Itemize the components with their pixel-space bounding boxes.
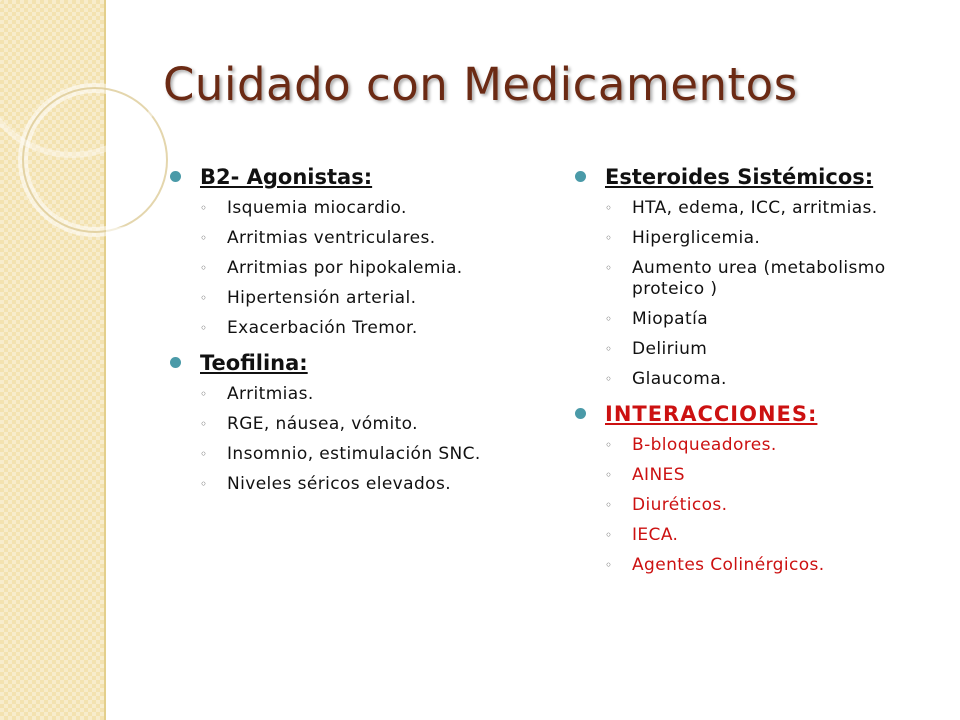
- circle-bullet-icon: ◦: [605, 201, 613, 215]
- circle-bullet-icon: ◦: [605, 342, 613, 356]
- list-item: ◦ Glaucoma.: [605, 369, 727, 389]
- circle-bullet-icon: ◦: [200, 201, 208, 215]
- circle-bullet-icon: ◦: [605, 312, 613, 326]
- bullet-icon: [170, 171, 181, 182]
- bullet-icon: [575, 408, 586, 419]
- section-interacciones: [575, 399, 950, 576]
- section-heading: INTERACCIONES:: [605, 402, 818, 426]
- circle-bullet-icon: ◦: [605, 498, 613, 512]
- list-item: ◦ Hiperglicemia.: [605, 228, 761, 248]
- section-teofilina: [170, 348, 560, 495]
- circle-bullet-icon: ◦: [605, 261, 613, 275]
- circle-bullet-icon: ◦: [605, 528, 613, 542]
- section-esteroides: [575, 162, 950, 390]
- section-b2-agonistas: [170, 162, 560, 339]
- circle-bullet-icon: ◦: [605, 372, 613, 386]
- circle-bullet-icon: ◦: [605, 468, 613, 482]
- bullet-icon: [575, 171, 586, 182]
- list-item: ◦ Exacerbación Tremor.: [200, 318, 418, 338]
- circle-bullet-icon: ◦: [200, 417, 208, 431]
- list-item: ◦ Agentes Colinérgicos.: [605, 555, 825, 575]
- bullet-icon: [170, 357, 181, 368]
- list-item: ◦ HTA, edema, ICC, arritmias.: [605, 198, 878, 218]
- circle-bullet-icon: ◦: [200, 387, 208, 401]
- list-item: ◦ Isquemia miocardio.: [200, 198, 407, 218]
- list-item: ◦ RGE, náusea, vómito.: [200, 414, 418, 434]
- list-item: ◦ B-bloqueadores.: [605, 435, 777, 455]
- right-column: [575, 162, 950, 585]
- list-item: ◦ Hipertensión arterial.: [200, 288, 417, 308]
- circle-bullet-icon: ◦: [605, 231, 613, 245]
- list-item: ◦ AINES: [605, 465, 685, 485]
- list-item: ◦ Niveles séricos elevados.: [200, 474, 452, 494]
- circle-bullet-icon: ◦: [200, 261, 208, 275]
- page-title: Cuidado con Medicamentos: [163, 58, 798, 111]
- list-item: ◦ Insomnio, estimulación SNC.: [200, 444, 481, 464]
- circle-bullet-icon: ◦: [200, 447, 208, 461]
- circle-bullet-icon: ◦: [200, 231, 208, 245]
- circle-bullet-icon: ◦: [200, 477, 208, 491]
- list-item: ◦ Arritmias ventriculares.: [200, 228, 436, 248]
- list-item: ◦ Aumento urea (metabolismo proteico ): [605, 258, 886, 299]
- section-heading: Teofilina:: [200, 351, 308, 375]
- section-heading: Esteroides Sistémicos:: [605, 165, 874, 189]
- list-item: ◦ Delirium: [605, 339, 708, 359]
- list-item: ◦ Diuréticos.: [605, 495, 728, 515]
- list-item: ◦ Arritmias.: [200, 384, 314, 404]
- list-item: ◦ Arritmias por hipokalemia.: [200, 258, 463, 278]
- circle-bullet-icon: ◦: [200, 321, 208, 335]
- circle-bullet-icon: ◦: [605, 558, 613, 572]
- left-column: [170, 162, 560, 504]
- section-heading: B2- Agonistas:: [200, 165, 373, 189]
- circle-bullet-icon: ◦: [200, 291, 208, 305]
- circle-bullet-icon: ◦: [605, 438, 613, 452]
- list-item: ◦ IECA.: [605, 525, 679, 545]
- list-item: ◦ Miopatía: [605, 309, 709, 329]
